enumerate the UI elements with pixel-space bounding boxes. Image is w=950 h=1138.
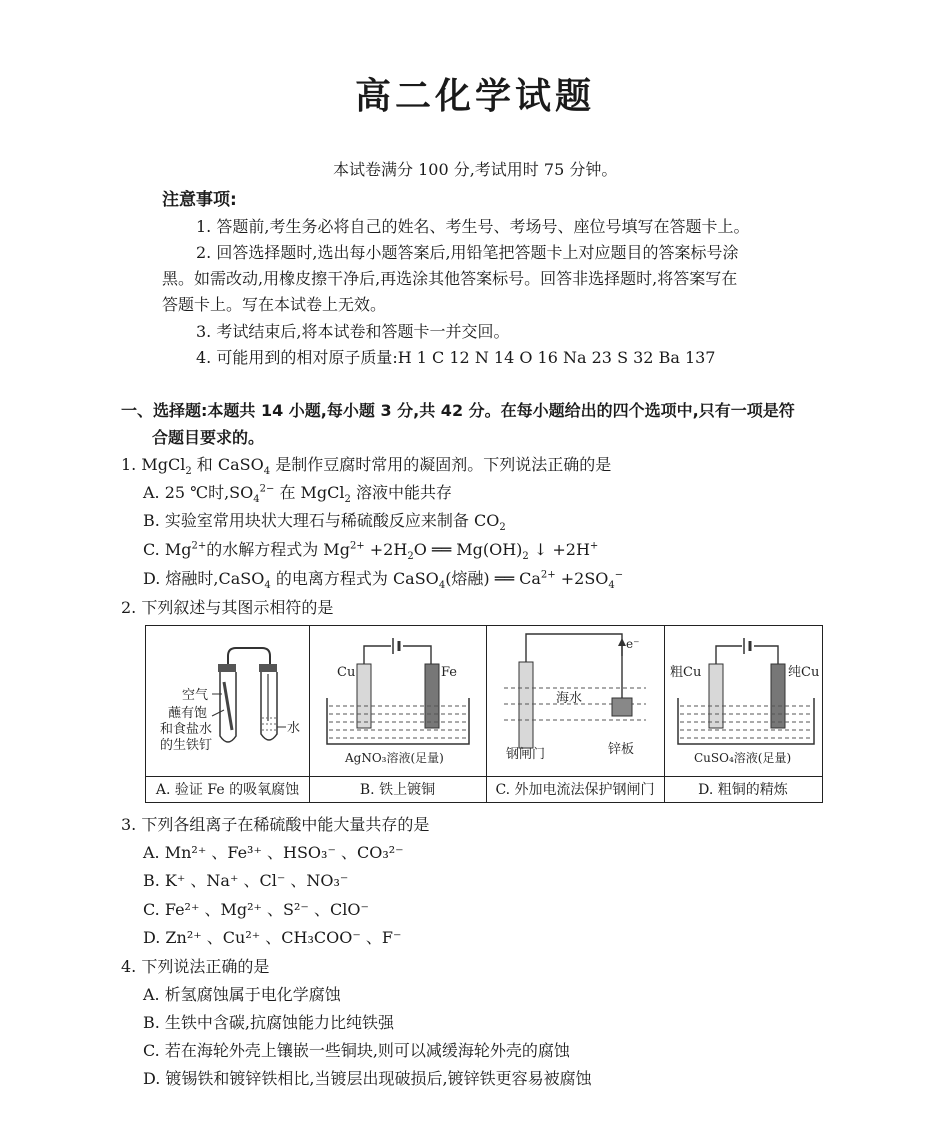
caption-a: A. 验证 Fe 的吸氧腐蚀 xyxy=(155,782,300,798)
q1-option-d xyxy=(143,569,624,592)
label-steel-gate: 钢闸门 xyxy=(506,747,546,762)
subscript: 2 xyxy=(185,466,192,478)
q3-option-a: A. Mn²⁺ 、Fe³⁺ 、HSO₃⁻ 、CO₃²⁻ xyxy=(143,843,404,862)
option-text: +2H xyxy=(364,540,408,559)
caption-b: B. 铁上镀铜 xyxy=(359,782,436,798)
option-text: 在 MgCl xyxy=(274,483,345,502)
option-text: 的电离方程式为 CaSO xyxy=(270,569,439,588)
q4-stem: 4. 下列说法正确的是 xyxy=(121,957,270,976)
full-score-note: 本试卷满分 100 分,考试用时 75 分钟。 xyxy=(333,160,618,179)
subscript: 4 xyxy=(438,580,446,592)
superscript: + xyxy=(589,540,599,552)
option-text: B. 实验室常用块状大理石与稀硫酸反应来制备 CO xyxy=(143,511,500,530)
label-air: 空气 xyxy=(182,688,209,703)
q4-option-d: D. 镀锡铁和镀锌铁相比,当镀层出现破损后,镀锌铁更容易被腐蚀 xyxy=(143,1069,592,1088)
q4-option-c: C. 若在海轮外壳上镶嵌一些铜块,则可以减缓海轮外壳的腐蚀 xyxy=(143,1041,570,1060)
caption-c: C. 外加电流法保护钢闸门 xyxy=(495,782,655,798)
q4-option-a: A. 析氢腐蚀属于电化学腐蚀 xyxy=(143,985,341,1004)
section-heading-line1: 一、选择题:本题共 14 小题,每小题 3 分,共 42 分。在每小题给出的四个选项中,只有一项是符 xyxy=(121,401,795,420)
notice-item-4: 4. 可能用到的相对原子质量:H 1 C 12 N 14 O 16 Na 23 S 32 Ba 137 xyxy=(196,348,716,367)
q4-option-b: B. 生铁中含碳,抗腐蚀能力比纯铁强 xyxy=(143,1013,395,1032)
option-text: C. Mg xyxy=(143,540,192,559)
option-text: O ══ Mg(OH) xyxy=(413,540,523,559)
q1-stem-part: 1. MgCl xyxy=(121,455,186,474)
label-line3: 的生铁钉 xyxy=(160,738,213,753)
subscript: 4 xyxy=(253,494,260,506)
q1-option-b xyxy=(143,511,506,534)
label-cu: Cu xyxy=(337,665,356,680)
option-text: D. 熔融时,CaSO xyxy=(143,569,265,588)
subscript: 4 xyxy=(264,580,271,592)
label-water: 水 xyxy=(287,721,301,736)
subscript: 4 xyxy=(608,580,615,592)
subscript: 2 xyxy=(344,494,351,506)
label-electron: e⁻ xyxy=(626,637,640,651)
section-heading-line2: 合题目要求的。 xyxy=(152,428,265,447)
label-solution: AgNO₃溶液(足量) xyxy=(345,751,444,765)
option-text: +2SO xyxy=(555,569,609,588)
label-line1: 蘸有饱 xyxy=(168,706,208,721)
subscript: 2 xyxy=(499,522,506,534)
superscript: 2− xyxy=(259,483,275,495)
option-text: (熔融) ══ Ca xyxy=(445,569,541,588)
option-text: 溶液中能共存 xyxy=(350,483,453,502)
q2-stem: 2. 下列叙述与其图示相符的是 xyxy=(121,598,334,617)
label-line2: 和食盐水 xyxy=(160,722,213,737)
q1-option-a xyxy=(143,483,453,506)
label-crude-cu: 粗Cu xyxy=(670,665,702,680)
option-text: A. 25 ℃时,SO xyxy=(143,483,254,502)
notice-item-1: 1. 答题前,考生务必将自己的姓名、考生号、考场号、座位号填写在答题卡上。 xyxy=(196,217,750,236)
notice-item-3: 3. 考试结束后,将本试卷和答题卡一并交回。 xyxy=(196,322,510,341)
superscript: 2+ xyxy=(349,540,365,552)
notice-item-2-line1: 2. 回答选择题时,选出每小题答案后,用铅笔把答题卡上对应题目的答案标号涂 xyxy=(196,243,739,262)
q3-option-c: C. Fe²⁺ 、Mg²⁺ 、S²⁻ 、ClO⁻ xyxy=(143,900,369,919)
caption-d: D. 粗铜的精炼 xyxy=(698,782,788,798)
q3-stem: 3. 下列各组离子在稀硫酸中能大量共存的是 xyxy=(121,815,430,834)
q1-stem-part: 和 CaSO xyxy=(191,455,264,474)
q1-option-c xyxy=(143,540,599,563)
figure-d-copper-refining xyxy=(664,626,822,776)
q1-stem xyxy=(121,455,612,478)
superscript: − xyxy=(614,569,624,581)
notice-item-2-line3: 答题卡上。写在本试卷上无效。 xyxy=(162,295,387,314)
option-text: ↓ +2H xyxy=(528,540,590,559)
superscript: 2+ xyxy=(191,540,207,552)
label-seawater: 海水 xyxy=(556,691,583,706)
superscript: 2+ xyxy=(540,569,556,581)
figure-a-test-tubes xyxy=(146,626,309,776)
label-fe: Fe xyxy=(441,665,458,680)
subscript: 4 xyxy=(263,466,271,478)
subscript: 2 xyxy=(522,551,529,563)
q1-stem-part: 是制作豆腐时常用的凝固剂。下列说法正确的是 xyxy=(270,455,612,474)
label-pure-cu: 纯Cu xyxy=(788,665,820,680)
exam-title: 高二化学试题 xyxy=(354,76,595,117)
notice-item-2-line2: 黑。如需改动,用橡皮擦干净后,再选涂其他答案标号。回答非选择题时,将答案写在 xyxy=(162,269,738,288)
q3-option-d: D. Zn²⁺ 、Cu²⁺ 、CH₃COO⁻ 、F⁻ xyxy=(143,928,402,947)
q3-option-b: B. K⁺ 、Na⁺ 、Cl⁻ 、NO₃⁻ xyxy=(143,871,349,890)
subscript: 2 xyxy=(407,551,414,563)
label-zinc-plate: 锌板 xyxy=(608,742,635,757)
label-solution: CuSO₄溶液(足量) xyxy=(694,751,792,765)
option-text: 的水解方程式为 Mg xyxy=(206,540,350,559)
q2-figure-table xyxy=(145,625,823,803)
figure-c-cathodic-protection xyxy=(486,626,664,776)
figure-b-electroplating xyxy=(309,626,486,776)
notice-heading: 注意事项: xyxy=(162,190,237,210)
